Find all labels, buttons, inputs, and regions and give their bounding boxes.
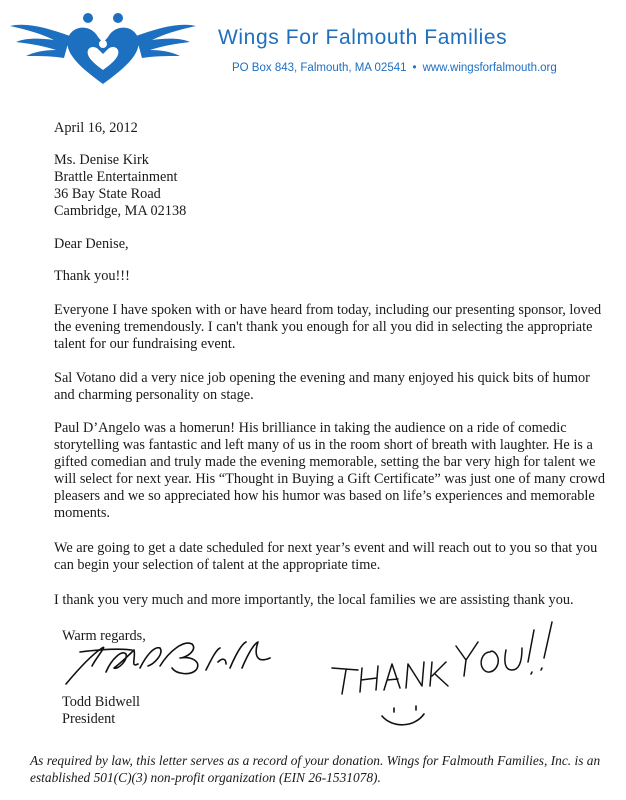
organization-address-line bbox=[232, 62, 557, 74]
paragraph-closing-thanks: I thank you very much and more importantly, the local families we are assisting thank you. bbox=[54, 592, 574, 608]
postal-address: PO Box 843, Falmouth, MA 02541 bbox=[232, 62, 407, 74]
handwritten-signature-icon bbox=[56, 628, 296, 690]
donation-record-note: As required by law, this letter serves as a record of your donation. Wings for Falmouth Families, Inc. is an established 501(C)(3) non-profit organization (EIN 26-1531078). bbox=[30, 753, 601, 785]
salutation: Dear Denise, bbox=[54, 236, 129, 252]
handwritten-thank-you-note bbox=[328, 612, 568, 732]
recipient-name: Ms. Denise Kirk bbox=[54, 152, 149, 168]
letter-date: April 16, 2012 bbox=[54, 120, 138, 136]
paragraph-paul-dangelo: Paul D’Angelo was a homerun! His brilliance in taking the audience on a ride of comedic storytelling was fantastic and left many of us in the room short of breath with laughter. He is a gifted comedian and truly made the evening memorable, setting the bar very high for talent we will select for next year. His “Thought in Buying a Gift Certificate” was just one of many crowd pleasers and we so appreciated how his humor was based on life’s experiences and memorable moments. bbox=[54, 420, 606, 521]
separator: • bbox=[412, 62, 417, 74]
smiley-face-icon bbox=[382, 706, 424, 725]
website-link[interactable]: www.wingsforfalmouth.org bbox=[422, 62, 557, 74]
recipient-street: 36 Bay State Road bbox=[54, 186, 161, 202]
signer-name: Todd Bidwell bbox=[62, 694, 141, 710]
closing: Warm regards, bbox=[62, 628, 146, 644]
recipient-block bbox=[54, 152, 186, 220]
paragraph-sal-votano: Sal Votano did a very nice job opening the evening and many enjoyed his quick bits of humor and charming personality on stage. bbox=[54, 370, 590, 403]
recipient-company: Brattle Entertainment bbox=[54, 169, 178, 185]
signer-title: President bbox=[62, 711, 116, 727]
organization-name: Wings For Falmouth Families bbox=[218, 26, 508, 49]
recipient-city: Cambridge, MA 02138 bbox=[54, 203, 187, 219]
winged-hearts-logo-icon bbox=[8, 6, 198, 86]
paragraph-event-feedback: Everyone I have spoken with or have heard from today, including our presenting sponsor, loved the evening tremendously. I can't thank you enough for all you did in selecting the appropriate talent for our fundraising event. bbox=[54, 302, 602, 352]
paragraph-thank-you: Thank you!!! bbox=[54, 268, 130, 284]
paragraph-next-year: We are going to get a date scheduled for next year’s event and will reach out to you so that you can begin your selection of talent at the appropriate time. bbox=[54, 540, 598, 573]
